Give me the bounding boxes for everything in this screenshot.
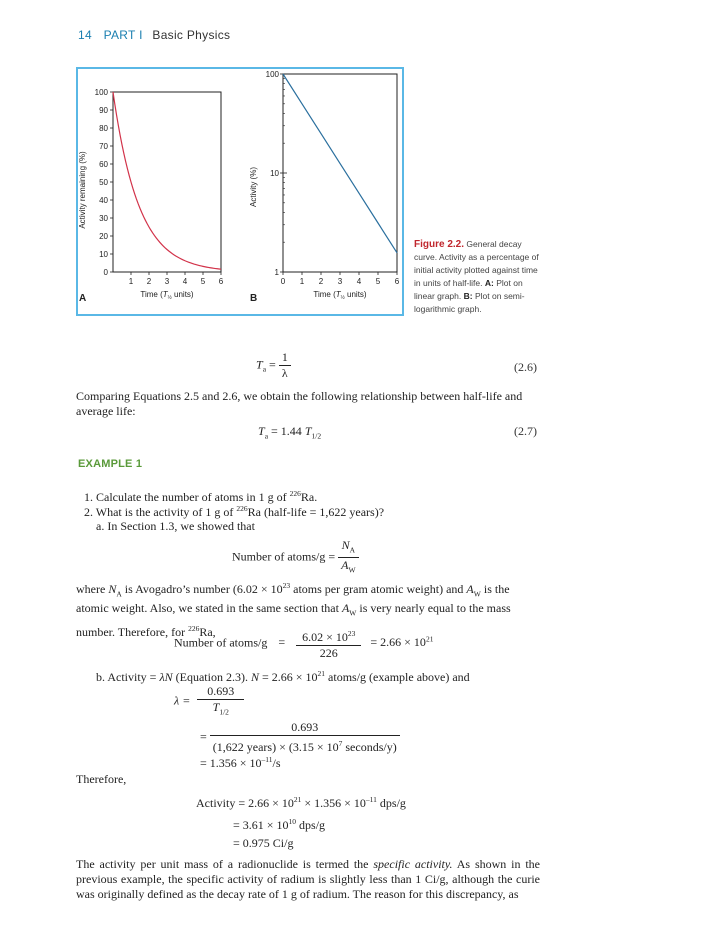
panel-a-label: A: [79, 293, 87, 304]
eq-lambda-den2-sup: 7: [338, 739, 343, 748]
eq-lambda-frac2: [210, 720, 400, 755]
eq-act-l1-end: dps/g: [376, 796, 406, 810]
panel-a-xtick-label: 4: [182, 277, 188, 286]
panel-b-xtick-label: 5: [375, 277, 381, 286]
eq-atoms2-num-sup: 23: [347, 629, 356, 638]
eq-act-l2-end: dps/g: [296, 818, 326, 832]
p2-e: is very nearly equal to the mass number. Therefore, for: [76, 601, 511, 639]
eq-act-l1: Activity = 2.66 × 10: [196, 796, 294, 810]
panel-a-ytick-label: 90: [99, 106, 108, 115]
eq27-mid: = 1.44: [268, 424, 305, 438]
p2-na: N: [108, 582, 117, 596]
eq-act-l1-mid: × 1.356 × 10: [301, 796, 366, 810]
panel-a-ytick-label: 0: [103, 268, 108, 277]
panel-b-ylabel: Activity (%): [249, 167, 258, 207]
equation-lambda-3: [200, 752, 281, 771]
eq-lambda-eq2: =: [200, 729, 207, 744]
panel-a-ytick-label: 40: [99, 196, 108, 205]
eq-lambda-res-sup: –11: [261, 755, 273, 764]
panel-a-ylabel: Activity remaining (%): [78, 151, 87, 229]
eq-atoms-num: N: [341, 538, 350, 552]
p2-a: where: [76, 582, 109, 596]
example-title: EXAMPLE 1: [78, 458, 143, 470]
item-1-sup: 226: [289, 489, 301, 498]
panel-a-ytick-label: 30: [99, 214, 108, 223]
eq-atoms2-rhs: = 2.66 × 10: [370, 635, 426, 650]
p2-c: atoms per gram atomic weight) and: [290, 582, 467, 596]
eq-atoms2-den: 226: [319, 646, 338, 660]
eq-act-l1-sup1: 21: [293, 795, 302, 804]
eq26-number: (2.6): [514, 360, 537, 374]
caption-a-text: Plot on linear graph.: [414, 278, 523, 301]
equation-activity-1: [196, 792, 406, 811]
figure-caption: [414, 238, 544, 316]
eq-lambda-den2: (1,622 years) × (3.15 × 10: [212, 740, 339, 754]
caption-b-label: B:: [463, 291, 473, 301]
panel-a-xtick-label: 1: [128, 277, 134, 286]
panel-b-xtick-label: 1: [299, 277, 305, 286]
p3-a: The activity per unit mass of a radionuclide is termed the: [76, 857, 374, 871]
panel-a-ytick-label: 100: [94, 88, 108, 97]
p2-d: is the atomic weight. Also, we stated in the same section that: [76, 582, 510, 616]
eq27-ta-sub: a: [264, 431, 269, 441]
item-b-n: N: [164, 670, 173, 684]
item-2: [84, 501, 384, 520]
eq-act-l1-sup2: –11: [365, 795, 377, 804]
panel-b-frame: [283, 74, 397, 272]
eq-lambda-frac1: [197, 684, 244, 719]
equation-atoms: [232, 538, 359, 578]
item-b-c: = 2.66 × 10: [259, 670, 318, 684]
eq-lambda-num2: 0.693: [210, 720, 400, 736]
therefore: Therefore,: [76, 772, 127, 786]
p2-aw2-sub: W: [349, 608, 357, 618]
panel-b-xlabel: Time ($T_{\frac{1}{2}}$ units): [313, 290, 367, 301]
item-1-end: Ra.: [300, 490, 318, 504]
eq-atoms-den: A: [341, 558, 349, 573]
panel-a-decay-curve: [113, 92, 221, 269]
equation-lambda-1: [174, 684, 244, 719]
item-a: a. In Section 1.3, we showed that: [96, 519, 255, 533]
eq-atoms2-lhs: Number of atoms/g: [174, 635, 268, 650]
item-b-n2: N: [250, 670, 259, 684]
eq27-ta: T: [258, 424, 265, 438]
eq27-var-sub: 1/2: [311, 431, 322, 441]
eq-atoms-lhs: Number of atoms/g =: [232, 549, 336, 564]
panel-a-frame: [113, 92, 221, 272]
panel-a-ytick-label: 60: [99, 160, 108, 169]
p3-b: As shown in the previous example, the specific activity of radium is slightly less than 1 Ci/g, although the curie was originally defined as the decay rate of 1 g of radium. The reason for this discrepancy, as: [76, 857, 540, 901]
item-b-d: atoms/g (example above) and: [325, 670, 470, 684]
item-b-b: (Equation 2.3).: [172, 670, 251, 684]
panel-a-xtick-label: 6: [218, 277, 224, 286]
p2-aw-sub: W: [473, 589, 481, 599]
panel-b-xtick-label: 3: [337, 277, 343, 286]
eq-act-l2: = 3.61 × 10: [233, 818, 289, 832]
figure-2-2: [76, 67, 404, 316]
item-2-end: Ra (half-life = 1,622 years)?: [247, 505, 385, 519]
p2-e-sup: 226: [188, 623, 200, 633]
panel-a-ytick-label: 80: [99, 124, 108, 133]
eq27-number: (2.7): [514, 424, 537, 438]
section-title: Basic Physics: [152, 28, 231, 42]
panel-b-decay-line: [283, 74, 397, 253]
caption-text: General decay curve. Activity as a percentage of initial activity plotted against time in units of half-life.: [414, 239, 539, 288]
eq-atoms-num-sub: A: [349, 545, 356, 555]
panel-b-label: B: [250, 293, 258, 304]
paragraph-3: [76, 857, 540, 902]
panel-a-xtick-label: 3: [164, 277, 170, 286]
eq26-den: λ: [281, 366, 288, 380]
caption-label: Figure 2.2.: [414, 239, 465, 250]
panel-a-xlabel: Time ($T_{\frac{1}{2}}$ units): [140, 290, 194, 301]
panel-b-ytick-label: 100: [265, 70, 279, 79]
eq-lambda-num1: 0.693: [197, 684, 244, 700]
eq-atoms2-num: 6.02 × 10: [302, 630, 348, 644]
eq26-lhs-sub: a: [262, 364, 267, 374]
eq26-num: 1: [279, 350, 291, 366]
eq-atoms2-eq: =: [278, 635, 286, 650]
panel-b-xtick-label: 4: [356, 277, 362, 286]
eq26-fraction: [279, 350, 291, 381]
eq26-lhs: T: [256, 357, 263, 372]
paragraph-1: Comparing Equations 2.5 and 2.6, we obtain the following relationship between half-life and average life:: [76, 389, 523, 418]
p2-aw2: A: [341, 601, 350, 616]
equation-2-6: $T_a$ = $\frac{1}{\lambda}$: [256, 350, 291, 381]
equation-lambda-2: [200, 720, 400, 755]
panel-a-xtick-label: 5: [200, 277, 206, 286]
eq-act-l2-sup: 10: [288, 817, 297, 826]
item-2-text: 2. What is the activity of 1 g of: [84, 505, 237, 519]
panel-b-xtick-label: 2: [318, 277, 324, 286]
item-b: [96, 666, 470, 685]
eq-lambda-res: = 1.356 × 10: [200, 756, 262, 770]
panel-b-xtick-label: 0: [280, 277, 286, 286]
equation-atoms-2: [174, 623, 434, 661]
caption-b-text: Plot on semi-logarithmic graph.: [414, 291, 525, 314]
eq-lambda-den1-sub: 1/2: [219, 707, 229, 717]
eq27-var: T: [304, 424, 312, 438]
panel-a-ytick-label: 10: [99, 250, 108, 259]
equation-activity-3: = 0.975 Ci/g: [233, 836, 294, 850]
eq-atoms-den-sub: W: [348, 565, 356, 575]
p2-na-sub: A: [116, 589, 122, 599]
eq-lambda-res-end: /s: [272, 756, 281, 770]
panel-b-ytick-label: 10: [270, 169, 279, 178]
equation-activity-2: [233, 814, 325, 833]
page-number: 14: [78, 28, 92, 42]
p2-b: is Avogadro’s number (6.02 × 10: [121, 582, 283, 596]
eq-atoms2-fraction: [296, 626, 361, 661]
panel-b-xtick-label: 6: [394, 277, 400, 286]
panel-b-ytick-label: 1: [274, 268, 279, 277]
panel-a-xtick-label: 2: [146, 277, 152, 286]
p2-b-sup: 23: [282, 581, 291, 590]
eq-lambda-den1: T: [212, 700, 220, 714]
item-b-lambda: λ: [159, 670, 165, 684]
running-header: [78, 28, 230, 42]
panel-a-ytick-label: 20: [99, 232, 108, 241]
eq-atoms-fraction: [338, 538, 358, 578]
eq-lambda-lhs: λ =: [174, 693, 191, 708]
item-b-c-sup: 21: [317, 669, 326, 678]
equation-2-7: [258, 424, 321, 443]
item-b-a: b. Activity =: [96, 670, 160, 684]
p2-aw: A: [466, 582, 474, 596]
p2-f: Ra,: [199, 624, 216, 639]
panel-a-ytick-label: 70: [99, 142, 108, 151]
caption-a-label: A:: [484, 278, 494, 288]
p3-term: specific activity.: [373, 857, 453, 871]
panel-a-ytick-label: 50: [99, 178, 108, 187]
item-1-text: 1. Calculate the number of atoms in 1 g of: [84, 490, 290, 504]
eq-atoms2-rhs-sup: 21: [425, 634, 434, 644]
eq-lambda-den2-end: seconds/y): [342, 740, 397, 754]
item-2-sup: 226: [236, 504, 248, 513]
part-label: PART I: [103, 28, 143, 42]
